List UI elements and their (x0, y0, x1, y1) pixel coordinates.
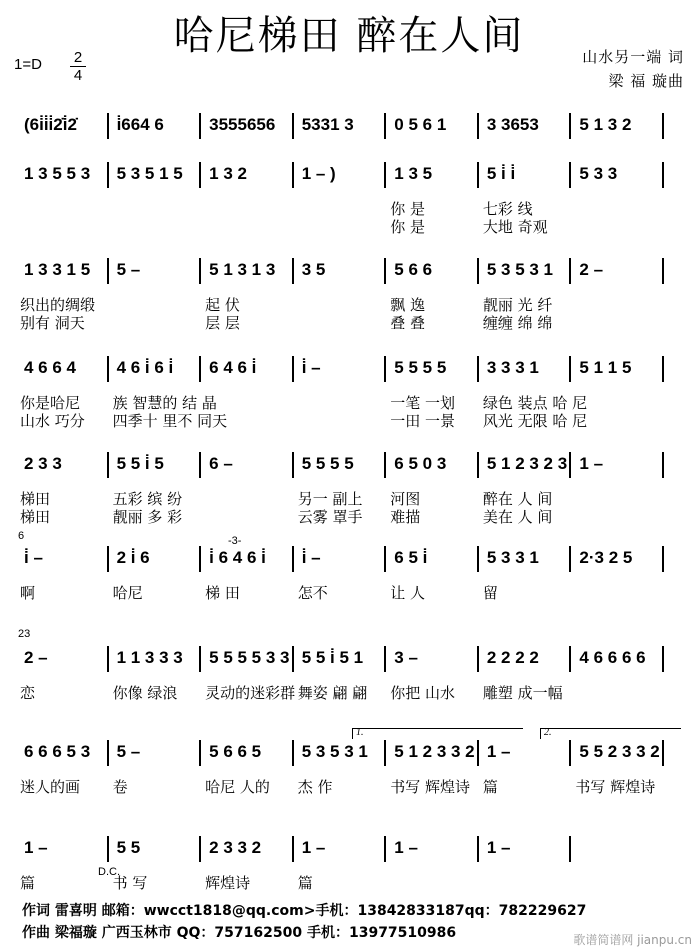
lyric-verse-1: 你像 绿浪 (112, 684, 178, 702)
measure: 2 – (24, 648, 48, 667)
barline (199, 546, 201, 572)
measure: i̇664 6 (116, 115, 164, 134)
barline (477, 546, 479, 572)
measure: 2 – (579, 260, 604, 279)
barline (107, 836, 109, 862)
lyric-verse-2: 你 是 (390, 218, 426, 236)
lyric-verse-1: 织出的绸缎 (20, 296, 96, 314)
barline (384, 258, 386, 284)
lyric-verse-1: 留 (482, 584, 498, 602)
measure: i̇ – (24, 548, 43, 567)
measure: 5331 3 (301, 115, 354, 134)
lyric-verse-1: 梯 田 (205, 584, 240, 602)
lyric-verse-1: 五彩 缤 纷 (112, 490, 183, 508)
measure: 1 – (301, 838, 326, 857)
barline (569, 740, 571, 766)
lyric-verse-1: 篇 (20, 874, 36, 892)
barline (569, 258, 571, 284)
measure: 3 5 (301, 260, 326, 279)
barline (292, 646, 294, 672)
volta-second (540, 728, 681, 739)
measure: 5 6 6 (394, 260, 433, 279)
lyric-verse-1: 篇 (482, 778, 498, 796)
measure: 5 1 1 5 (579, 358, 632, 377)
measure: 4 6 6 6 6 (579, 648, 646, 667)
barline (569, 546, 571, 572)
measure: 5 5 2 3 3 2 (579, 742, 660, 761)
measure: 1 – (486, 742, 511, 761)
measure: 1 3 5 (394, 164, 433, 183)
measure: 1 – ) (301, 164, 336, 183)
barline (662, 113, 664, 139)
lyric-verse-1: 飘 逸 (390, 296, 426, 314)
lyric-verse-1: 让 人 (390, 584, 426, 602)
barline (662, 356, 664, 382)
measure: 4 6 6 4 (24, 358, 76, 377)
lyric-verse-2: 风光 无限 哈 尼 (482, 412, 588, 430)
lyric-verse-1: 啊 (20, 584, 36, 602)
measure: 5 1 3 1 3 (209, 260, 276, 279)
barline (384, 836, 386, 862)
barline (107, 113, 109, 139)
barline (569, 646, 571, 672)
barline (569, 836, 571, 862)
measure: (6i̇i̇i̇2̇i̇2̇ (24, 115, 77, 134)
lyric-verse-1: 河图 (390, 490, 421, 508)
measure: 3555656 (209, 115, 276, 134)
footer-lyricist: 作词 雷喜明 邮箱：wwcct1818@qq.com>手机：13842833187qq：782229627 (22, 903, 587, 919)
meter-top: 2 (73, 49, 83, 66)
barline (384, 162, 386, 188)
barline (662, 646, 664, 672)
lyric-verse-2: 靓丽 多 彩 (112, 508, 183, 526)
lyric-verse-1: 迷人的画 (20, 778, 81, 796)
barline (384, 740, 386, 766)
barline (199, 113, 201, 139)
lyric-verse-1: 辉煌诗 (205, 874, 251, 892)
volta-first (352, 728, 523, 739)
tuplet-mark: -3- (228, 535, 242, 547)
lyric-verse-2: 山水 巧分 (20, 412, 85, 430)
measure: 6 5 i̇ (394, 548, 428, 567)
measure: 5 5 (116, 838, 141, 857)
measure: 0 5 6 1 (394, 115, 447, 134)
lyric-verse-2: 别有 洞天 (20, 314, 85, 332)
lyric-verse-1: 绿色 装点 哈 尼 (482, 394, 588, 412)
lyric-verse-1: 篇 (297, 874, 313, 892)
measure: 2 i̇ 6 (116, 548, 150, 567)
barline (292, 740, 294, 766)
repeat-mark-6: 6 (18, 530, 25, 542)
meter-bottom: 4 (73, 67, 83, 84)
lyric-verse-1: 你是哈尼 (20, 394, 81, 412)
volta-first-label: 1. (356, 727, 364, 738)
barline (199, 452, 201, 478)
key-signature: 1=D (14, 56, 42, 73)
measure: 2·3 2 5 (579, 548, 633, 567)
measure: 5 – (116, 260, 141, 279)
lyric-verse-1: 哈尼 (112, 584, 143, 602)
lyric-verse-1: 哈尼 人的 (205, 778, 270, 796)
measure: 5 1 3 2 (579, 115, 632, 134)
measure: 1 – (394, 838, 418, 857)
barline (292, 546, 294, 572)
barline (384, 356, 386, 382)
barline (107, 258, 109, 284)
lyric-verse-1: 恋 (20, 684, 36, 702)
barline (199, 836, 201, 862)
measure: 5 5 5 5 3 3 (209, 648, 290, 667)
volta-second-label: 2. (544, 727, 552, 738)
measure: 4 6 i̇ 6 i̇ (116, 358, 174, 377)
lyric-verse-2: 云雾 罩手 (297, 508, 363, 526)
measure: 3 3 3 1 (486, 358, 539, 377)
barline (384, 546, 386, 572)
barline (477, 258, 479, 284)
measure: 1 3 5 5 3 (24, 164, 91, 183)
time-signature (70, 50, 86, 83)
barline (199, 162, 201, 188)
barline (199, 740, 201, 766)
barline (477, 356, 479, 382)
lyric-verse-2: 难描 (390, 508, 421, 526)
watermark: 歌谱简谱网 jianpu.cn (573, 933, 692, 947)
lyricist-credit: 山水另一端 词 (582, 48, 684, 66)
barline (662, 452, 664, 478)
barline (107, 546, 109, 572)
lyric-verse-1: 族 智慧的 结 晶 (112, 394, 217, 412)
barline (569, 113, 571, 139)
lyric-verse-2: 层 层 (205, 314, 240, 332)
lyric-verse-1: 你 是 (390, 200, 426, 218)
measure: 1 – (24, 838, 48, 857)
barline (477, 113, 479, 139)
repeat-mark-23: 23 (18, 628, 31, 640)
lyric-verse-1: 另一 副上 (297, 490, 363, 508)
lyric-verse-1: 杰 作 (297, 778, 333, 796)
barline (477, 740, 479, 766)
dc-mark: D.C. (98, 866, 120, 878)
barline (292, 162, 294, 188)
lyric-verse-1: 醉在 人 间 (482, 490, 553, 508)
lyric-verse-1: 七彩 线 (482, 200, 533, 218)
barline (662, 258, 664, 284)
measure: 3 – (394, 648, 418, 667)
measure: 1 3 2 (209, 164, 247, 183)
measure: i̇ 6 4 6 i̇ (209, 548, 266, 567)
barline (662, 546, 664, 572)
measure: 6 5 0 3 (394, 454, 447, 473)
lyric-verse-1: 舞姿 翩 翩 (297, 684, 368, 702)
lyric-verse-2: 缠缠 绵 绵 (482, 314, 553, 332)
lyric-verse-2: 大地 奇观 (482, 218, 548, 236)
measure: 2 3 3 (24, 454, 62, 473)
measure: 5 3 5 1 5 (116, 164, 183, 183)
measure: 5 5 5 5 (394, 358, 447, 377)
lyric-verse-2: 梯田 (20, 508, 51, 526)
song-title: 哈尼梯田 醉在人间 (173, 13, 525, 59)
measure: 1 3 3 1 5 (24, 260, 91, 279)
measure: i̇ – (301, 358, 321, 377)
measure: 3 3653 (486, 115, 539, 134)
lyric-verse-2: 四季十 里不 同天 (112, 412, 228, 430)
footer-composer: 作曲 梁福璇 广西玉林市 QQ：757162500 手机：13977510986 (22, 925, 457, 941)
barline (292, 836, 294, 862)
barline (199, 258, 201, 284)
barline (569, 452, 571, 478)
barline (107, 452, 109, 478)
lyric-verse-2: 美在 人 间 (482, 508, 553, 526)
lyric-verse-1: 一笔 一划 (390, 394, 456, 412)
measure: 5 5 i̇ 5 1 (301, 648, 364, 667)
measure: 2 3 3 2 (209, 838, 262, 857)
lyric-verse-1: 靓丽 光 纤 (482, 296, 553, 314)
measure: 1 – (486, 838, 511, 857)
lyric-verse-2: 一田 一景 (390, 412, 456, 430)
barline (292, 113, 294, 139)
barline (384, 452, 386, 478)
barline (292, 258, 294, 284)
measure: 5 1 2 3 2 3 (486, 454, 568, 473)
measure: 5 3 5 3 1 (301, 742, 368, 761)
lyric-verse-1: 灵动的迷彩群 (205, 684, 296, 702)
measure: 5 3 3 (579, 164, 618, 183)
measure: 6 4 6 i̇ (209, 358, 257, 377)
lyric-verse-1: 怎不 (297, 584, 328, 602)
measure: 6 6 6 5 3 (24, 742, 91, 761)
barline (107, 646, 109, 672)
measure: 5 i̇ i̇ (486, 164, 516, 183)
barline (477, 452, 479, 478)
barline (477, 646, 479, 672)
barline (384, 113, 386, 139)
barline (292, 452, 294, 478)
barline (569, 162, 571, 188)
measure: 5 – (116, 742, 141, 761)
barline (384, 646, 386, 672)
lyric-verse-2: 叠 叠 (390, 314, 426, 332)
lyric-verse-1: 书写 辉煌诗 (390, 778, 471, 796)
barline (662, 162, 664, 188)
measure: 2 2 2 2 (486, 648, 539, 667)
measure: 5 3 3 1 (486, 548, 539, 567)
measure: 5 5 i̇ 5 (116, 454, 164, 473)
lyric-verse-1: 起 伏 (205, 296, 240, 314)
lyric-verse-1: 你把 山水 (390, 684, 456, 702)
barline (199, 356, 201, 382)
barline (107, 162, 109, 188)
measure: 5 5 5 5 (301, 454, 354, 473)
measure: 1 – (579, 454, 604, 473)
lyric-verse-1: 雕塑 成一幅 (482, 684, 563, 702)
measure: 5 1 2 3 3 2 (394, 742, 475, 761)
lyric-verse-1: 书 写 (112, 874, 148, 892)
barline (292, 356, 294, 382)
measure: 5 3 5 3 1 (486, 260, 554, 279)
lyric-verse-1: 书写 辉煌诗 (575, 778, 656, 796)
barline (107, 740, 109, 766)
measure: 1 1 3 3 3 (116, 648, 183, 667)
barline (107, 356, 109, 382)
lyric-verse-1: 卷 (112, 778, 128, 796)
measure: 5 6 6 5 (209, 742, 262, 761)
measure: i̇ – (301, 548, 321, 567)
barline (477, 836, 479, 862)
lyric-verse-1: 梯田 (20, 490, 51, 508)
barline (569, 356, 571, 382)
barline (199, 646, 201, 672)
barline (662, 740, 664, 766)
composer-credit: 梁 福 璇曲 (608, 72, 684, 90)
barline (477, 162, 479, 188)
measure: 6 – (209, 454, 233, 473)
